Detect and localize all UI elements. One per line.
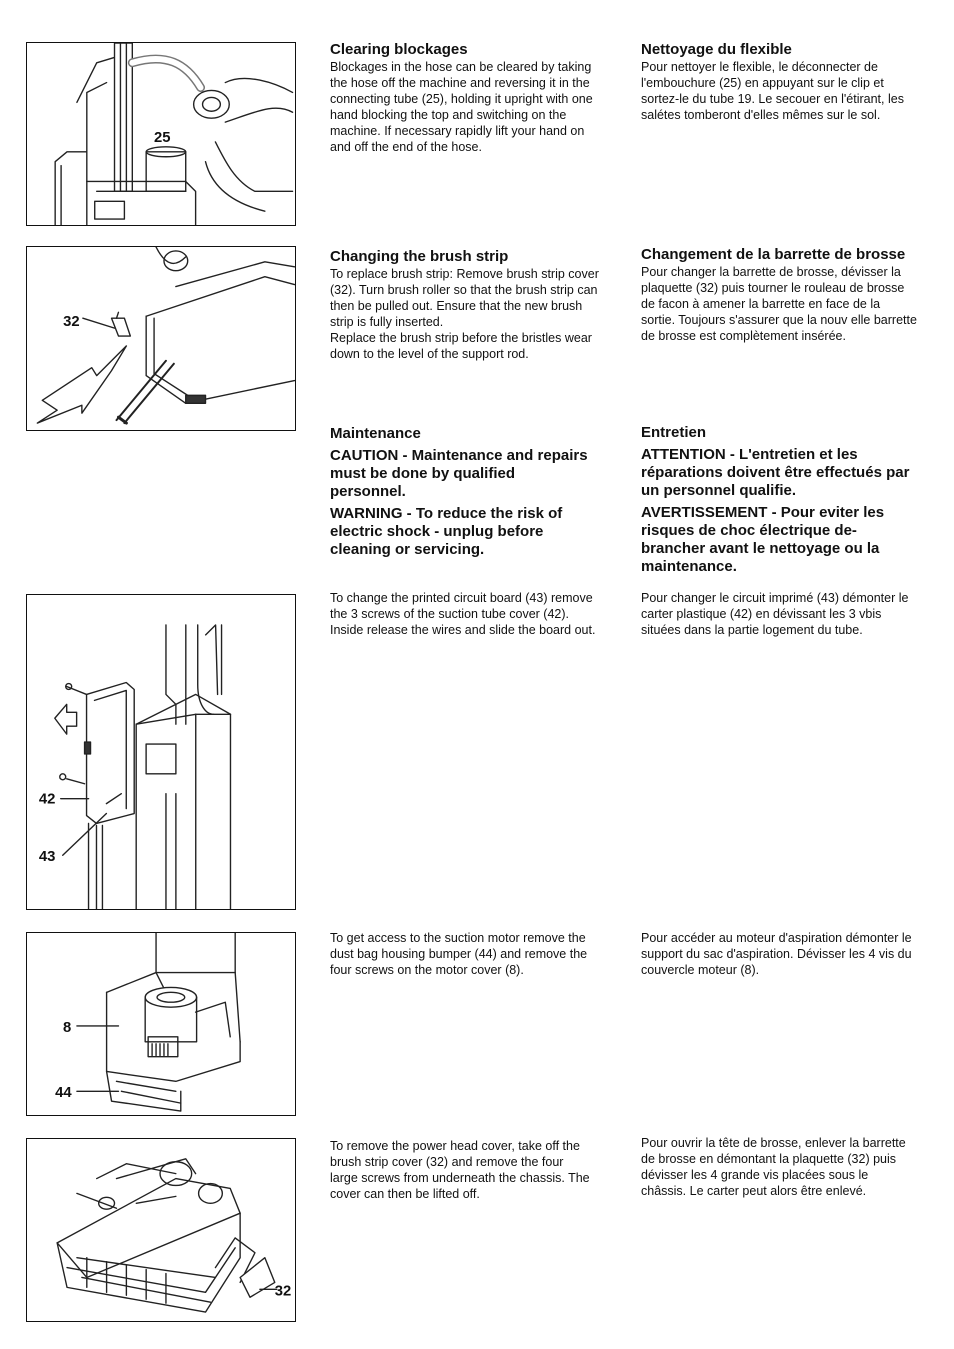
power-head-illustration xyxy=(26,1138,296,1322)
maintenance-en-caution: CAUTION - Maintenance and repairs must be done by qualified personnel. xyxy=(330,447,588,500)
clearing-en xyxy=(330,40,605,155)
brush-fr-body: Pour changer la barrette de brosse, dévisser la plaquette (32) puis tourner le rouleau de brosse de facon à amener la barrette en face de la sortie. Toujours s'assurer que la nouv elle barrette de brosse est complètement insérée. xyxy=(641,265,917,343)
motor-fr xyxy=(641,930,916,978)
maintenance-en-warning: WARNING - To reduce the risk of electric shock - unplug before cleaning or servicing. xyxy=(330,505,563,558)
maintenance-fr-caution: ATTENTION - L'entretien et les réparations doivent être effectués par un personnel qualifie. xyxy=(641,446,910,499)
clearing-fr-body: Pour nettoyer le flexible, le déconnecter de l'embouchure (25) en appuyant sur le clip et sortez-le du tube 19. Le secouer en l'étirant, les salétes tomberont d'elles mêmes sur le sol. xyxy=(641,60,904,122)
head-en xyxy=(330,1138,592,1202)
maintenance-fr xyxy=(641,423,911,576)
brush-en xyxy=(330,247,605,362)
motor-illustration xyxy=(26,932,296,1116)
brush-fr xyxy=(641,245,917,344)
hose-illustration xyxy=(26,42,296,226)
clearing-fr xyxy=(641,40,921,123)
clearing-en-title: Clearing blockages xyxy=(330,41,468,58)
brush-fr-title: Changement de la barrette de brosse xyxy=(641,246,906,263)
maintenance-fr-warning: AVERTISSEMENT - Pour eviter les risques de choc électrique de-brancher avant le nettoyage ou la maintenance. xyxy=(641,504,885,575)
maintenance-en xyxy=(330,424,595,559)
callout-42: 42 xyxy=(38,791,56,808)
board-en xyxy=(330,590,600,638)
callout-25: 25 xyxy=(154,129,171,146)
brush-en-title: Changing the brush strip xyxy=(330,248,509,265)
callout-32-head: 32 xyxy=(274,1283,292,1300)
brush-strip-illustration xyxy=(26,246,296,431)
maintenance-fr-title: Entretien xyxy=(641,424,707,441)
brush-en-body: To replace brush strip: Remove brush strip cover (32). Turn brush roller so that the brush strip can then be pulled out. Ensure that the new brush strip is fully inserted. xyxy=(330,267,599,329)
motor-en-body: To get access to the suction motor remove the dust bag housing bumper (44) and remove the four screws on the motor cover (8). xyxy=(330,931,588,977)
hose-drawing xyxy=(27,43,295,225)
head-en-body: To remove the power head cover, take off the brush strip cover (32) and remove the four large screws from underneath the chassis. The cover can then be lifted off. xyxy=(330,1139,590,1201)
motor-drawing xyxy=(27,933,295,1115)
maintenance-en-title: Maintenance xyxy=(330,425,421,442)
callout-32: 32 xyxy=(63,314,80,331)
callout-43: 43 xyxy=(38,849,56,866)
brush-strip-drawing xyxy=(27,247,295,430)
board-fr-body: Pour changer le circuit imprimé (43) démonter le carter plastique (42) en dévissant les 3 vbis situées dans la partie logement du tube. xyxy=(641,591,909,637)
board-en-body: To change the printed circuit board (43) remove the 3 screws of the suction tube cover (42). Inside release the wires and slide the board out. xyxy=(330,591,596,637)
board-fr xyxy=(641,590,913,638)
clearing-fr-title: Nettoyage du flexible xyxy=(641,41,792,58)
motor-en xyxy=(330,930,600,978)
power-head-drawing xyxy=(27,1139,295,1321)
circuit-board-illustration xyxy=(26,594,296,910)
head-fr xyxy=(641,1135,909,1199)
motor-fr-body: Pour accéder au moteur d'aspiration démonter le support du sac d'aspiration. Dévisser les 4 vis du couvercle moteur (8). xyxy=(641,931,912,977)
callout-8: 8 xyxy=(63,1019,72,1036)
callout-44: 44 xyxy=(55,1085,72,1102)
head-fr-body: Pour ouvrir la tête de brosse, enlever la barrette de brosse en démontant la plaquette (32) puis dévisser les 4 grande vis placées sous le châssis. Le carter peut alors être enlevé. xyxy=(641,1136,906,1198)
brush-en-body-2: Replace the brush strip before the bristles wear down to the level of the support rod. xyxy=(330,331,592,361)
circuit-board-drawing xyxy=(27,595,295,909)
clearing-en-body: Blockages in the hose can be cleared by taking the hose off the machine and reversing it in the connecting tube (25), holding it upright with one hand blocking the top and switching on the machine. If necessary rapidly lift your hand on and off the end of the hose. xyxy=(330,60,593,154)
